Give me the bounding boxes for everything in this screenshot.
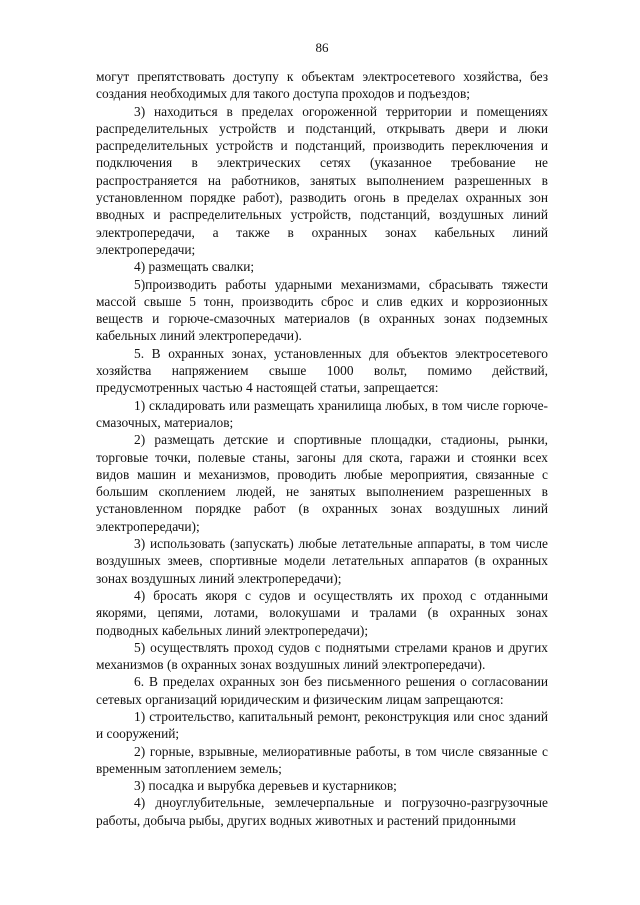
page-number: 86 [315,40,329,55]
paragraph-section-5-item-1: 1) складировать или размещать хранилища любых, в том числе горюче-смазочных, материалов; [96,397,548,430]
document-body [96,68,548,829]
paragraph-section-5-item-2: 2) размещать детские и спортивные площадки, стадионы, рынки, торговые точки, полевые станы, загоны для скота, гаражи и стоянки всех видов машин и механизмов, проводить любые мероприятия, связанные с большим скоплением людей, не занятых выполнением разрешенных в установленном порядке работ (в охранных зонах воздушных линий электропередачи); [96,432,548,534]
paragraph-section-6-item-4: 4) дноуглубительные, землечерпальные и погрузочно-разгрузочные работы, добыча рыбы, других водных животных и растений придонными [96,795,548,828]
paragraph-item-4: 4) размещать свалки; [134,259,255,275]
paragraph-section-6-item-3: 3) посадка и вырубка деревьев и кустарников; [134,778,397,794]
paragraph-item-3: 3) находиться в пределах огороженной территории и помещениях распределительных устройств и подстанций, открывать двери и люки распределительных устройств и подстанций, производить переключения и подключения в электрических сетях (указанное требование не распространяется на работников, занятых выполнением разрешенных в установленном порядке работ), разводить огонь в пределах охранных зон вводных и распределительных устройств, подстанций, воздушных линий электропередачи, а также в охранных зонах кабельных линий электропередачи; [96,103,548,257]
paragraph-section-6: 6. В пределах охранных зон без письменного решения о согласовании сетевых организаций юридическим и физическим лицам запрещаются: [96,674,548,707]
paragraph-continuation: могут препятствовать доступу к объектам электросетевого хозяйства, без создания необходимых для такого доступа проходов и подъездов; [96,69,548,102]
paragraph-item-5: 5)производить работы ударными механизмами, сбрасывать тяжести массой свыше 5 тонн, производить сброс и слив едких и коррозионных веществ и горюче-смазочных материалов (в охранных зонах подземных кабельных линий электропередачи). [96,276,548,344]
paragraph-section-5-item-5: 5) осуществлять проход судов с поднятыми стрелами кранов и других механизмов (в охранных зонах воздушных линий электропередачи). [96,639,548,673]
paragraph-section-5-item-3: 3) использовать (запускать) любые летательные аппараты, в том числе воздушных змеев, спортивные модели летательных аппаратов (в охранных зонах воздушных линий электропередачи); [96,536,548,586]
paragraph-section-5: 5. В охранных зонах, установленных для объектов электросетевого хозяйства напряжением свыше 1000 вольт, помимо действий, предусмотренных частью 4 настоящей статьи, запрещается: [96,345,548,396]
paragraph-section-6-item-1: 1) строительство, капитальный ремонт, реконструкция или снос зданий и сооружений; [96,708,548,742]
paragraph-section-6-item-2: 2) горные, взрывные, мелиоративные работы, в том числе связанные с временным затоплением земель; [96,743,548,776]
paragraph-section-5-item-4: 4) бросать якоря с судов и осуществлять их проход с отданными якорями, цепями, лотами, волокушами и тралами (в охранных зонах подводных кабельных линий электропередачи); [96,587,548,638]
